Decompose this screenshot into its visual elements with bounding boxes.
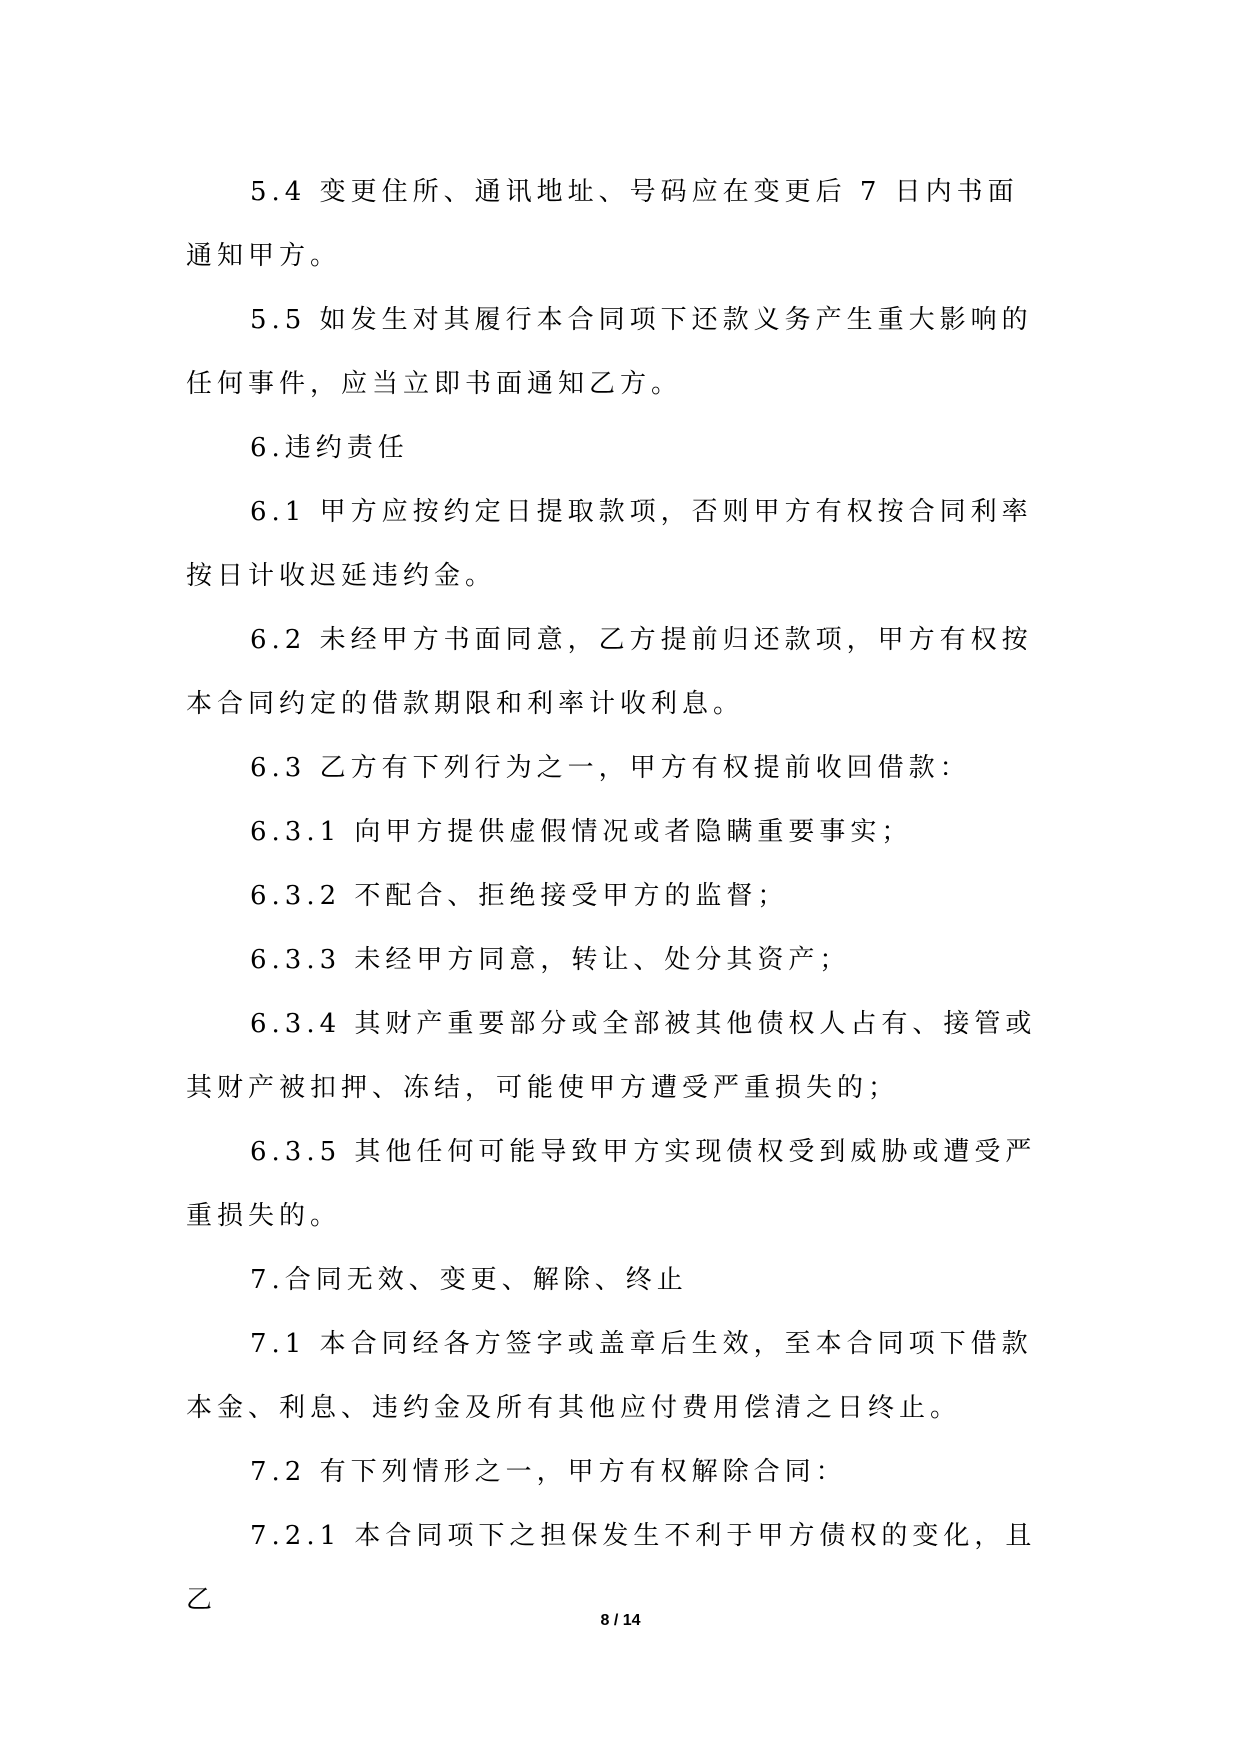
clause-6-3: 6.3 乙方有下列行为之一，甲方有权提前收回借款：: [250, 753, 971, 783]
document-body: [186, 160, 1046, 1632]
page-number: 8 / 14: [600, 1612, 641, 1629]
clause-6-1: 6.1 甲方应按约定日提取款项，否则甲方有权按合同利率按日计收迟延违约金。: [186, 497, 1033, 591]
clause-7-2-1: 7.2.1 本合同项下之担保发生不利于甲方债权的变化，且乙: [186, 1521, 1037, 1615]
clause-7-2: 7.2 有下列情形之一，甲方有权解除合同：: [250, 1457, 847, 1487]
clause-6-3-4: 6.3.4 其财产重要部分或全部被其他债权人占有、接管或其财产被扣押、冻结，可能使甲方遭受严重损失的；: [186, 1009, 1037, 1103]
section-heading-6: 6.违约责任: [250, 433, 409, 463]
clause-5-5: 5.5 如发生对其履行本合同项下还款义务产生重大影响的任何事件，应当立即书面通知乙方。: [186, 305, 1033, 399]
clause-6-2: 6.2 未经甲方书面同意，乙方提前归还款项，甲方有权按本合同约定的借款期限和利率计收利息。: [186, 625, 1033, 719]
clause-6-3-2: 6.3.2 不配合、拒绝接受甲方的监督；: [250, 881, 789, 911]
clause-6-3-3: 6.3.3 未经甲方同意，转让、处分其资产；: [250, 945, 851, 975]
clause-7-1: 7.1 本合同经各方签字或盖章后生效，至本合同项下借款本金、利息、违约金及所有其他应付费用偿清之日终止。: [186, 1329, 1033, 1423]
clause-5-4: 5.4 变更住所、通讯地址、号码应在变更后 7 日内书面通知甲方。: [186, 177, 1019, 271]
section-heading-7: 7.合同无效、变更、解除、终止: [250, 1265, 688, 1295]
clause-6-3-5: 6.3.5 其他任何可能导致甲方实现债权受到威胁或遭受严重损失的。: [186, 1137, 1037, 1231]
clause-6-3-1: 6.3.1 向甲方提供虚假情况或者隐瞒重要事实；: [250, 817, 913, 847]
